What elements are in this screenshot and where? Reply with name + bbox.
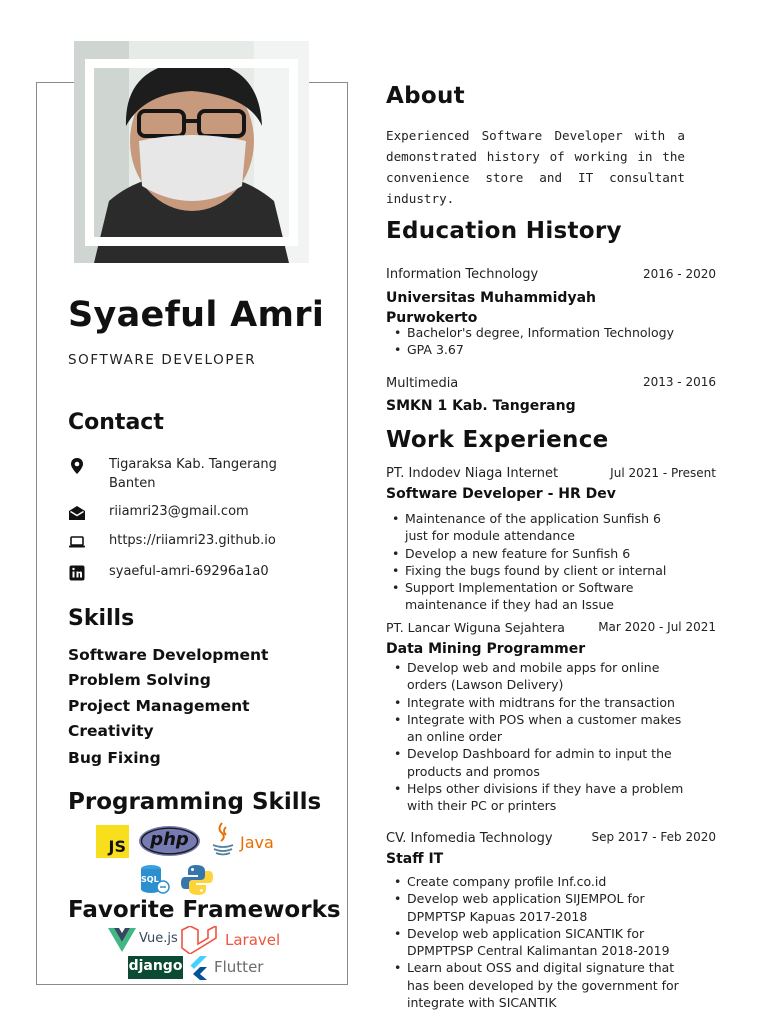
about-text: Experienced Software Developer with a demonstrated history of working in the convenience store and IT consultant industry. [386,128,685,206]
education-date: 2013 - 2016 [642,375,716,389]
work-company: CV. Infomedia Technology [386,831,553,846]
flutter-logo: Flutter [188,955,273,981]
photo-frame-border [85,59,298,246]
contact-address [68,455,338,493]
person-name: Syaeful Amri [68,295,325,335]
work-company: PT. Indodev Niaga Internet [386,466,559,481]
work-date: Sep 2017 - Feb 2020 [591,830,716,844]
address-line-2: Banten [109,476,156,491]
skill-item: Project Management [68,697,250,715]
work-date: Jul 2021 - Present [610,466,716,480]
list-item: • Develop web and mobile apps for online orders (Lawson Delivery) [392,659,687,694]
job-role: SOFTWARE DEVELOPER [68,352,257,368]
list-item: • Fixing the bugs found by client or internal [390,562,680,579]
work-experience-heading: Work Experience [386,427,609,453]
location-pin-icon [68,457,86,475]
contact-website[interactable] [68,531,338,551]
work-bullets [392,873,687,1011]
sql-database-logo: SQL [137,863,171,897]
skill-item: Creativity [68,722,154,740]
list-item: • Helps other divisions if they have a problem with their PC or printers [392,780,687,815]
list-item: • Bachelor's degree, Information Technology [392,324,692,341]
envelope-icon [68,504,86,522]
address-line-1: Tigaraksa Kab. Tangerang [109,457,277,472]
list-item: • Create company profile Inf.co.id [392,873,687,890]
programming-skills-heading: Programming Skills [68,789,322,815]
education-field: Multimedia [386,376,459,391]
list-item: • Learn about OSS and digital signature that has been developed by the government for integrate with SICANTIK [392,959,687,1011]
list-item: • Integrate with midtrans for the transaction [392,694,687,711]
linkedin-icon [68,564,86,582]
contact-linkedin[interactable] [68,562,338,582]
frameworks-heading: Favorite Frameworks [68,897,341,923]
laravel-logo: Laravel [180,926,288,954]
list-item: • GPA 3.67 [392,341,692,358]
list-item: • Develop web application SICANTIK for DPMPTPSP Central Kalimantan 2018-2019 [392,925,687,960]
php-logo: php [138,825,201,857]
list-item: • Develop Dashboard for admin to input the products and promos [392,745,687,780]
profile-photo [74,41,309,263]
skill-item: Software Development [68,646,269,664]
linkedin-text[interactable]: syaeful-amri-69296a1a0 [109,564,269,579]
javascript-logo: JS [96,825,129,858]
django-logo: django [128,956,183,979]
work-position: Data Mining Programmer [386,641,586,657]
email-text[interactable]: riiamri23@gmail.com [109,504,249,519]
python-logo [180,863,214,897]
skill-item: Problem Solving [68,671,211,689]
work-bullets [390,510,680,614]
education-school: Universitas Muhammidyah Purwokerto [386,290,596,326]
education-date: 2016 - 2020 [642,267,716,281]
list-item: • Integrate with POS when a customer makes an online order [392,711,687,746]
about-heading: About [386,83,465,109]
java-logo: Java [210,821,278,859]
education-field: Information Technology [386,267,539,282]
list-item: • Develop web application SIJEMPOL for DPMPTSP Kapuas 2017-2018 [392,890,687,925]
work-bullets [392,659,687,815]
list-item: • Develop a new feature for Sunfish 6 [390,545,680,562]
skills-heading: Skills [68,606,135,631]
contact-email[interactable] [68,502,338,522]
vue-logo: Vue.js [108,927,178,953]
list-item: • Support Implementation or Software maintenance if they had an Issue [390,579,680,614]
laptop-icon [68,533,86,551]
education-school: SMKN 1 Kab. Tangerang [386,398,576,414]
work-position: Software Developer - HR Dev [386,486,616,502]
education-heading: Education History [386,218,622,244]
contact-heading: Contact [68,410,164,435]
website-text[interactable]: https://riiamri23.github.io [109,533,276,548]
skill-item: Bug Fixing [68,749,161,767]
work-date: Mar 2020 - Jul 2021 [598,620,716,634]
work-position: Staff IT [386,851,444,867]
list-item: • Maintenance of the application Sunfish 6 just for module attendance [390,510,680,545]
education-bullets [392,324,692,359]
work-company: PT. Lancar Wiguna Sejahtera [386,620,565,635]
